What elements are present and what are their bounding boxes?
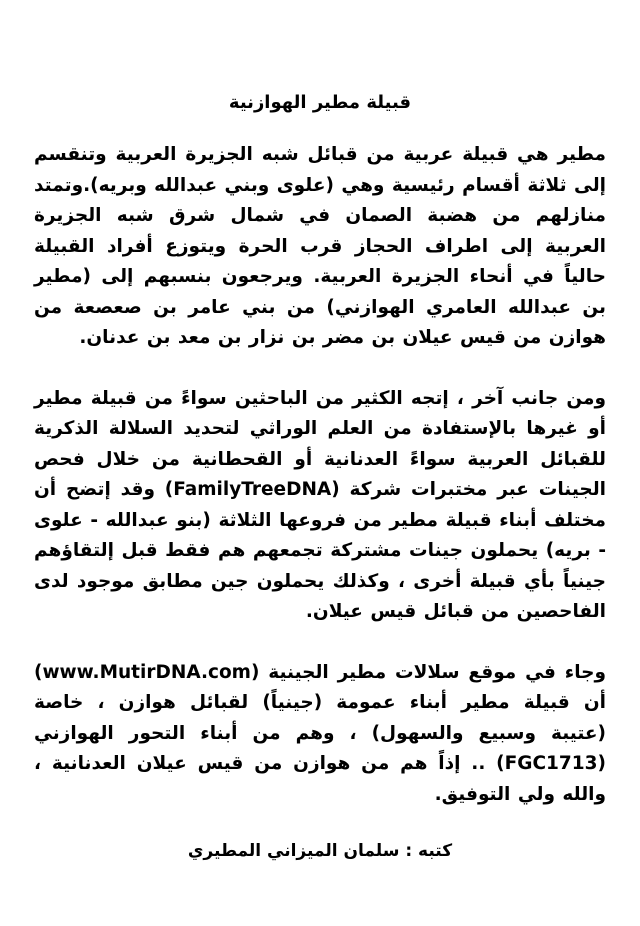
paragraph-website: وجاء في موقع سلالات مطير الجينية (www.MutirDNA.com) أن قبيلة مطير أبناء عمومة (جينياً) لقبائل هوازن ، خاصة (عتيبة وسبيع والسهول) ، وهم من أبناء التحور الهوازني (FGC1713) .. إذاً هم من هوازن من قيس عيلان العدنانية ، والله ولي التوفيق. bbox=[34, 661, 606, 805]
paragraph-intro: مطير هي قبيلة عربية من قبائل شبه الجزيرة العربية وتنقسم إلى ثلاثة أقسام رئيسية وهي (علوى وبني عبدالله وبريه).وتمتد منازلهم من هضبة الصمان في شمال شرق شبه الجزيرة العربية إلى اطراف الحجاز قرب الحرة ويتوزع أفراد القبيلة حالياً في أنحاء الجزيرة العربية. ويرجعون بنسبهم إلى (مطير بن عبدالله العامري الهوازني) من بني عامر بن صعصعة من هوازن من قيس عيلان بن مضر بن نزار بن معد بن عدنان. bbox=[34, 144, 606, 348]
document-title: قبيلة مطير الهوازنية bbox=[228, 92, 412, 113]
author-signature: كتبه : سلمان الميزاني المطيري bbox=[187, 841, 453, 861]
paragraph-dna-research: ومن جانب آخر ، إتجه الكثير من الباحثين سواءً من قبيلة مطير أو غيرها بالإستفادة من العلم الوراثي لتحديد السلالة الذكرية للقبائل العربية سواءً العدنانية أو القحطانية من خلال فحص الجينات عبر مختبرات شركة (FamilyTreeDNA) وقد إتضح أن مختلف أبناء قبيلة مطير من فروعها الثلاثة (بنو عبدالله - علوى - بريه) يحملون جينات مشتركة تجمعهم هم فقط قبل إلتقاؤهم جينياً بأي قبيلة أخرى ، وكذلك يحملون جين مطابق موجود لدى الفاحصين من قبائل قيس عيلان. bbox=[34, 387, 607, 622]
